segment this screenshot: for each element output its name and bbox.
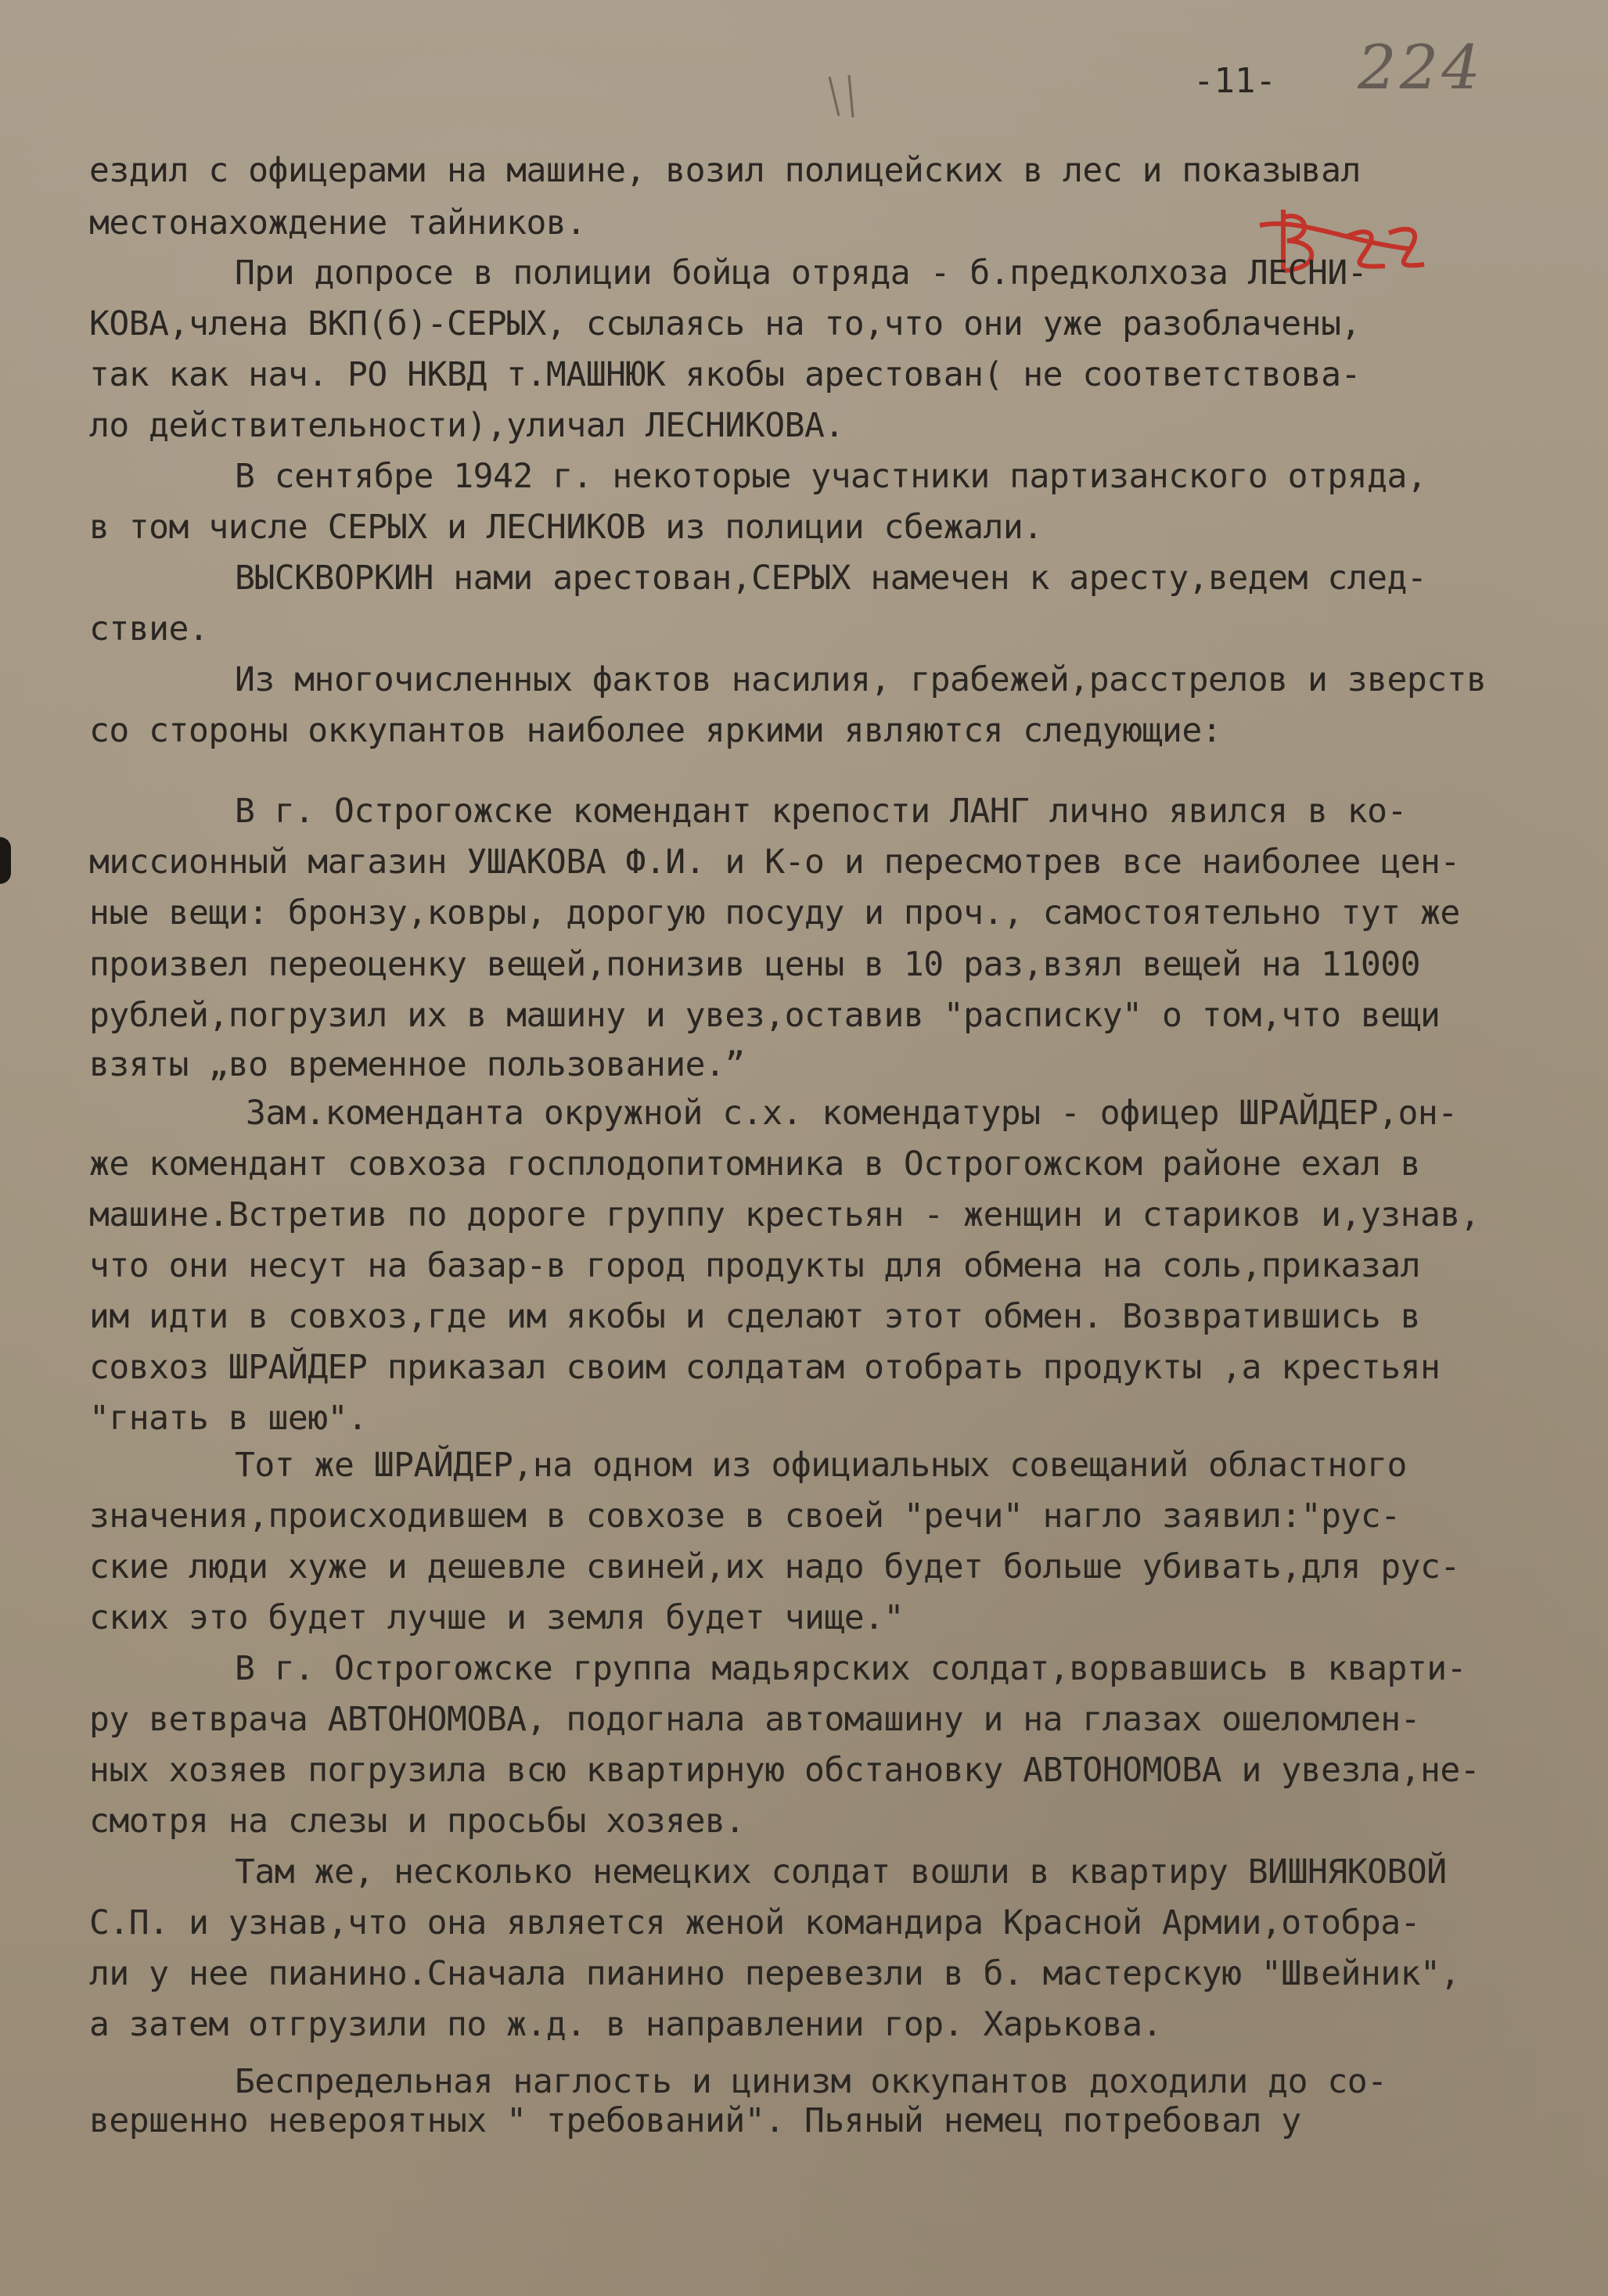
text-line: ру ветврача АВТОНОМОВА, подогнала автомашину и на глазах ошеломлен- bbox=[89, 1700, 1421, 1739]
text-line: рублей,погрузил их в машину и увез,оставив "расписку" о том,что вещи bbox=[89, 996, 1441, 1035]
text-line: При допросе в полиции бойца отряда - б.предколхоза ЛЕСНИ- bbox=[235, 253, 1368, 293]
page-number: -11- bbox=[1193, 61, 1276, 101]
text-line: ские люди хуже и дешевле свиней,их надо будет больше убивать,для рус- bbox=[89, 1547, 1460, 1586]
text-line: ских это будет лучше и земля будет чище." bbox=[89, 1598, 904, 1637]
text-line: взяты „во временное пользование.” bbox=[89, 1045, 745, 1084]
text-line: вершенно невероятных " требований". Пьяный немец потребовал у bbox=[89, 2101, 1301, 2140]
text-line: ных хозяев погрузила всю квартирную обстановку АВТОНОМОВА и увезла,не- bbox=[89, 1751, 1480, 1790]
text-line: С.П. и узнав,что она является женой командира Красной Армии,отобра- bbox=[89, 1903, 1421, 1942]
text-line: местонахождение тайников. bbox=[89, 203, 586, 243]
text-line: а затем отгрузили по ж.д. в направлении гор. Харькова. bbox=[89, 2005, 1162, 2044]
text-line: Зам.коменданта окружной с.х. комендатуры - офицер ШРАЙДЕР,он- bbox=[246, 1094, 1458, 1133]
text-line: произвел переоценку вещей,понизив цены в 10 раз,взял вещей на 11000 bbox=[89, 945, 1421, 984]
text-line: машине.Встретив по дороге группу крестьян - женщин и стариков и,узнав, bbox=[89, 1195, 1480, 1234]
text-line: В г. Острогожске группа мадьярских солдат,ворвавшись в кварти- bbox=[235, 1649, 1467, 1688]
text-line: ВЫСКВОРКИН нами арестован,СЕРЫХ намечен к аресту,ведем след- bbox=[235, 559, 1427, 598]
text-line: что они несут на базар-в город продукты для обмена на соль,приказал bbox=[89, 1246, 1421, 1285]
punch-hole-mark bbox=[0, 837, 11, 884]
text-line: Тот же ШРАЙДЕР,на одном из официальных совещаний областного bbox=[235, 1446, 1407, 1485]
text-line: Там же, несколько немецких солдат вошли в квартиру ВИШНЯКОВОЙ bbox=[235, 1852, 1447, 1892]
text-line: "гнать в шею". bbox=[89, 1399, 368, 1438]
text-line: ные вещи: бронзу,ковры, дорогую посуду и проч., самостоятельно тут же bbox=[89, 893, 1460, 932]
archive-page-number: 224 bbox=[1358, 33, 1484, 103]
text-line: со стороны оккупантов наиболее яркими являются следующие: bbox=[89, 711, 1222, 750]
text-line: совхоз ШРАЙДЕР приказал своим солдатам отобрать продукты ,а крестьян bbox=[89, 1348, 1441, 1387]
text-line: КОВА,члена ВКП(б)-СЕРЫХ, ссылаясь на то,что они уже разоблачены, bbox=[89, 304, 1361, 343]
text-line: значения,происходившем в совхозе в своей "речи" нагло заявил:"рус- bbox=[89, 1497, 1401, 1536]
text-line: В г. Острогожске комендант крепости ЛАНГ лично явился в ко- bbox=[235, 792, 1407, 831]
text-line: им идти в совхоз,где им якобы и сделают этот обмен. Возвратившись в bbox=[89, 1297, 1421, 1336]
text-line: Беспредельная наглость и цинизм оккупантов доходили до со- bbox=[235, 2062, 1387, 2101]
text-line: В сентябре 1942 г. некоторые участники партизанского отряда, bbox=[235, 457, 1427, 496]
text-line: смотря на слезы и просьбы хозяев. bbox=[89, 1802, 745, 1841]
pencil-scribble bbox=[822, 69, 869, 124]
text-line: ствие. bbox=[89, 609, 209, 649]
text-line: в том числе СЕРЫХ и ЛЕСНИКОВ из полиции сбежали. bbox=[89, 508, 1043, 547]
text-line: ли у нее пианино.Сначала пианино перевезли в б. мастерскую "Швейник", bbox=[89, 1954, 1460, 1993]
text-line: ло действительности),уличал ЛЕСНИКОВА. bbox=[89, 406, 844, 445]
text-line: же комендант совхоза госплодопитомника в Острогожском районе ехал в bbox=[89, 1144, 1421, 1184]
text-line: так как нач. РО НКВД т.МАШНЮК якобы арестован( не соответствова- bbox=[89, 355, 1361, 394]
text-line: Из многочисленных фактов насилия, грабежей,расстрелов и зверств bbox=[235, 660, 1487, 699]
text-line: ездил с офицерами на машине, возил полицейских в лес и показывал bbox=[89, 151, 1361, 190]
text-line: миссионный магазин УШАКОВА Ф.И. и К-о и пересмотрев все наиболее цен- bbox=[89, 843, 1460, 882]
